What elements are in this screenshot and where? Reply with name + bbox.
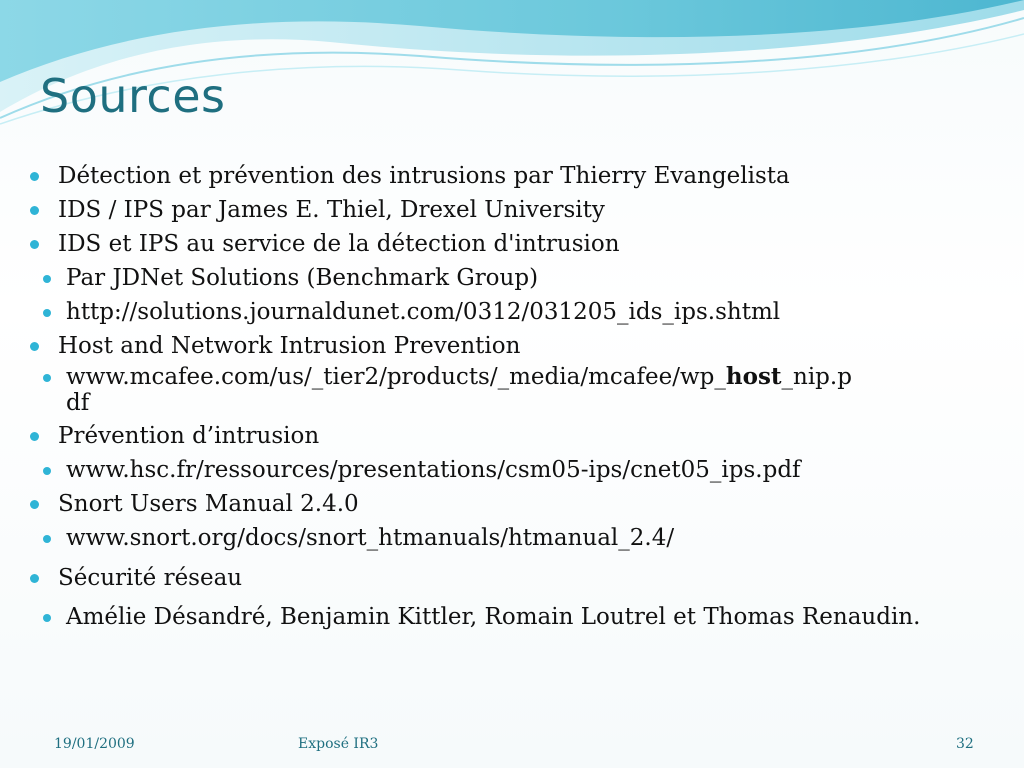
list-item [26,562,986,594]
list-item-text: Sécurité réseau [58,565,243,591]
list-item-text: Prévention d’intrusion [58,423,320,449]
sub-list-item-text: Par JDNet Solutions (Benchmark Group) [66,265,539,291]
mcafee-link-after: _nip.p [781,364,852,390]
sub-list-item [26,364,986,416]
mcafee-link-before: www.mcafee.com/us/_tier2/products/_media/mcafee/wp_ [66,364,726,390]
bullet-icon [43,535,51,543]
list-item [26,194,986,226]
sub-list-item [26,454,986,486]
bullet-icon [30,574,39,583]
list-item-text: IDS et IPS au service de la détection d'intrusion [58,231,620,257]
list-item-text: Snort Users Manual 2.4.0 [58,491,359,517]
sub-list-item-text: www.snort.org/docs/snort_htmanuals/htmanual_2.4/ [66,525,675,551]
bullet-icon [43,467,51,475]
list-item [26,160,986,192]
bullet-icon [30,432,39,441]
list-item [26,420,986,452]
sources-list [26,158,986,634]
bullet-icon [30,500,39,509]
bullet-icon [43,614,51,622]
footer-page-number: 32 [956,736,974,752]
mcafee-link-wrap: df [66,390,90,416]
list-item-text: Host and Network Intrusion Prevention [58,333,521,359]
sub-list-item-text: Amélie Désandré, Benjamin Kittler, Romain Loutrel et Thomas Renaudin. [66,604,921,630]
sub-list-item-text: http://solutions.journaldunet.com/0312/031205_ids_ips.shtml [66,299,781,325]
footer-date: 19/01/2009 [54,736,135,752]
bullet-icon [30,342,39,351]
sub-list-item [26,296,986,328]
sub-list-item [26,600,986,634]
sub-list-item-text: www.hsc.fr/ressources/presentations/csm05-ips/cnet05_ips.pdf [66,457,801,483]
mcafee-link-bold: host [725,363,782,390]
bullet-icon [43,309,51,317]
list-item [26,488,986,520]
sub-list-item [26,522,986,554]
list-item [26,228,986,260]
bullet-icon [30,206,39,215]
bullet-icon [43,374,51,382]
footer-title: Exposé IR3 [298,736,379,752]
bullet-icon [43,275,51,283]
list-item-text: Détection et prévention des intrusions par Thierry Evangelista [58,163,790,189]
sub-list-item [26,262,986,294]
slide-title: Sources [40,69,226,123]
list-item [26,330,986,362]
list-item-text: IDS / IPS par James E. Thiel, Drexel University [58,197,605,223]
bullet-icon [30,172,39,181]
bullet-icon [30,240,39,249]
